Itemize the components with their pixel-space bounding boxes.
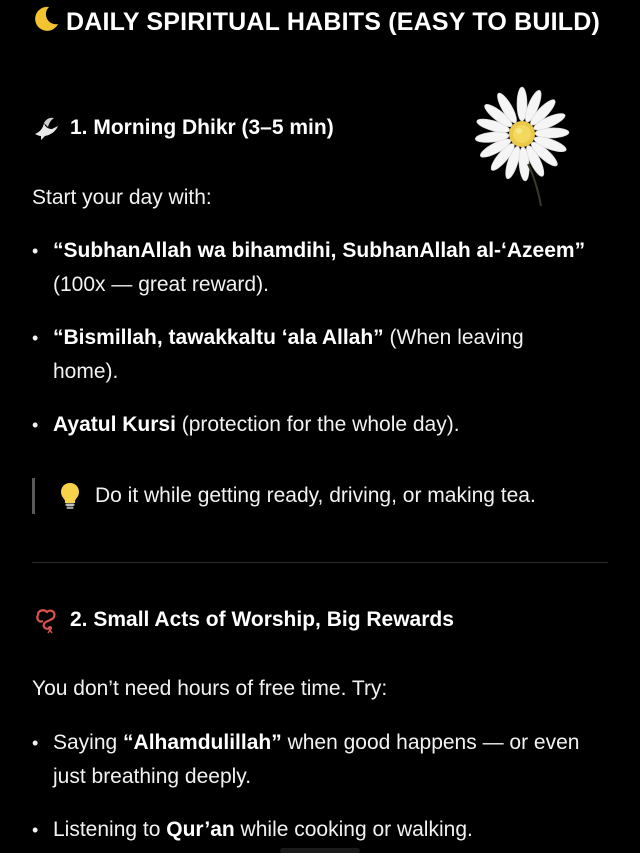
section-2-list <box>32 726 592 847</box>
section-1-heading-text: 1. Morning Dhikr (3–5 min) <box>70 116 334 139</box>
list-item-text: (100x — great reward). <box>53 273 269 296</box>
bullet-dot: • <box>32 415 39 435</box>
list-item-text: (When leaving home). <box>53 326 524 383</box>
scroll-indicator <box>280 848 360 853</box>
list-item-bold: “Bismillah, tawakkaltu ‘ala Allah” <box>53 326 384 349</box>
bullet-dot: • <box>32 820 39 840</box>
section-2-heading <box>32 606 454 634</box>
page-title <box>32 2 612 45</box>
list-item-prefix: Saying <box>53 731 124 754</box>
list-item-prefix: Listening to <box>53 818 167 841</box>
list-item-bold: “Alhamdulillah” <box>123 731 282 754</box>
blockquote-bar <box>32 478 35 514</box>
list-item-text: when good happens — or even just breathing deeply. <box>53 731 580 788</box>
section-2-intro: You don’t need hours of free time. Try: <box>32 677 388 700</box>
list-item <box>32 321 592 389</box>
list-item <box>32 726 592 794</box>
list-item <box>32 813 592 847</box>
list-item <box>32 408 592 442</box>
section-2-heading-text: 2. Small Acts of Worship, Big Rewards <box>70 608 454 631</box>
list-item-bold: Ayatul Kursi <box>53 413 176 436</box>
crescent-moon-icon <box>32 5 66 45</box>
section-1-heading <box>32 114 334 142</box>
light-bulb-icon <box>59 481 81 511</box>
list-item-text: while cooking or walking. <box>234 818 473 841</box>
page-title-text: DAILY SPIRITUAL HABITS (EASY TO BUILD) <box>66 8 601 36</box>
daisy-flower <box>470 86 580 208</box>
bullet-dot: • <box>32 241 39 261</box>
section-1-intro: Start your day with: <box>32 186 212 209</box>
list-item-bold: “SubhanAllah wa bihamdihi, SubhanAllah al-‘Azeem” <box>53 239 586 262</box>
section-1-list <box>32 234 592 442</box>
dove-icon <box>32 114 60 142</box>
prayer-beads-icon <box>32 606 60 634</box>
list-item-bold: Qur’an <box>166 818 235 841</box>
section-divider <box>32 562 608 563</box>
tip-blockquote <box>32 478 536 514</box>
tip-text: Do it while getting ready, driving, or making tea. <box>95 484 536 507</box>
list-item-text: (protection for the whole day). <box>175 413 460 436</box>
list-item <box>32 234 592 302</box>
bullet-dot: • <box>32 733 39 753</box>
bullet-dot: • <box>32 328 39 348</box>
